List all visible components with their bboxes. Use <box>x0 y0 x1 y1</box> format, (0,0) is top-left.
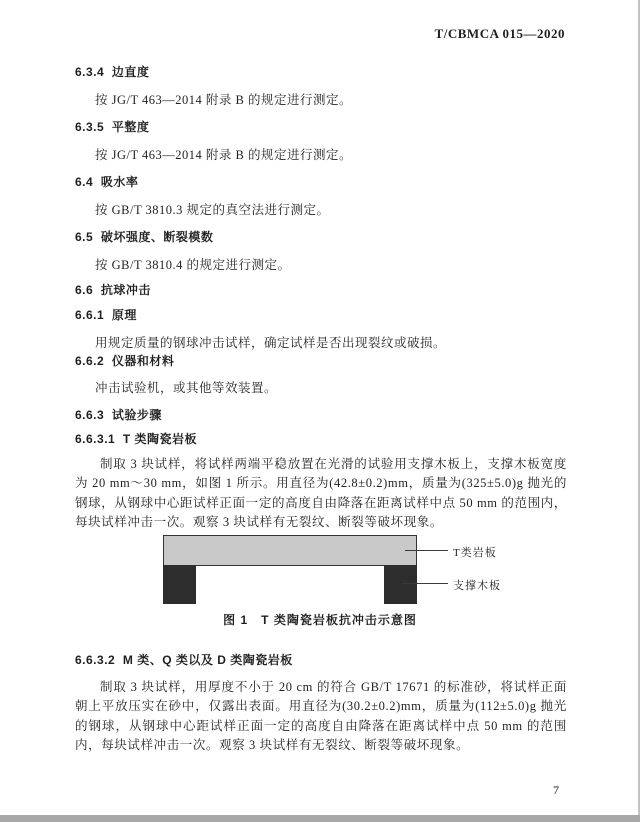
heading-6-3-5: 6.3.5 平整度 <box>75 120 150 134</box>
paragraph-6-6-3-2: 制取 3 块试样，用厚度不小于 20 cm 的符合 GB/T 17671 的标准砂，将试样正面朝上平放压实在砂中，仅露出表面。用直径为(30.2±0.2)mm，质量为(112±5.0)g 抛光的钢球，从钢球中心距试样正面一定的高度自由降落在距离试样中点 50 mm 的范围内，每块试样冲击一次。观察 3 块试样有无裂纹、断裂等破坏现象。 <box>75 680 567 753</box>
body-6-5: 按 GB/T 3810.4 的规定进行测定。 <box>95 258 291 272</box>
page-header-standard-number: T/CBMCA 015—2020 <box>434 26 565 41</box>
body-6-6-2: 冲击试验机，或其他等效装置。 <box>95 381 278 395</box>
figure-support-block-right <box>384 565 417 604</box>
body-6-3-4: 按 JG/T 463—2014 附录 B 的规定进行测定。 <box>95 93 352 107</box>
scan-edge-bottom <box>0 815 640 822</box>
heading-6-6: 6.6 抗球冲击 <box>75 283 151 297</box>
heading-6-5: 6.5 破坏强度、断裂模数 <box>75 230 214 244</box>
paragraph-6-6-3-1: 制取 3 块试样，将试样两端平稳放置在光滑的试验用支撑木板上，支撑木板宽度为 20 mm～30 mm，如图 1 所示。用直径为(42.8±0.2)mm，质量为(325±5.0)g 抛光的钢球，从钢球中心距试样正面一定的高度自由降落在距离试样中点 50 mm 的范围内，每块试样冲击一次。观察 3 块试样有无裂纹、断裂等破坏现象。 <box>75 457 567 530</box>
figure-1-caption: 图 1 T 类陶瓷岩板抗冲击示意图 <box>223 613 417 627</box>
figure-label-slab: T类岩板 <box>453 547 497 559</box>
body-6-3-5: 按 JG/T 463—2014 附录 B 的规定进行测定。 <box>95 148 352 162</box>
heading-6-6-1: 6.6.1 原理 <box>75 308 137 322</box>
heading-6-6-2: 6.6.2 仪器和材料 <box>75 354 175 368</box>
heading-6-6-3-2: 6.6.3.2 M 类、Q 类以及 D 类陶瓷岩板 <box>75 653 293 667</box>
figure-leader-line-slab <box>405 550 448 551</box>
heading-6-6-3-1: 6.6.3.1 T 类陶瓷岩板 <box>75 432 198 446</box>
figure-slab-t-type <box>163 535 417 566</box>
figure-label-support: 支撑木板 <box>453 580 501 592</box>
body-6-6-1: 用规定质量的钢球冲击试样，确定试样是否出现裂纹或破损。 <box>95 336 447 350</box>
heading-6-3-4: 6.3.4 边直度 <box>75 65 150 79</box>
heading-6-4: 6.4 吸水率 <box>75 175 139 189</box>
figure-support-block-left <box>163 565 196 604</box>
heading-6-6-3: 6.6.3 试验步骤 <box>75 408 162 422</box>
figure-leader-line-support <box>401 583 448 584</box>
page-number: 7 <box>553 783 559 797</box>
body-6-4: 按 GB/T 3810.3 规定的真空法进行测定。 <box>95 203 330 217</box>
